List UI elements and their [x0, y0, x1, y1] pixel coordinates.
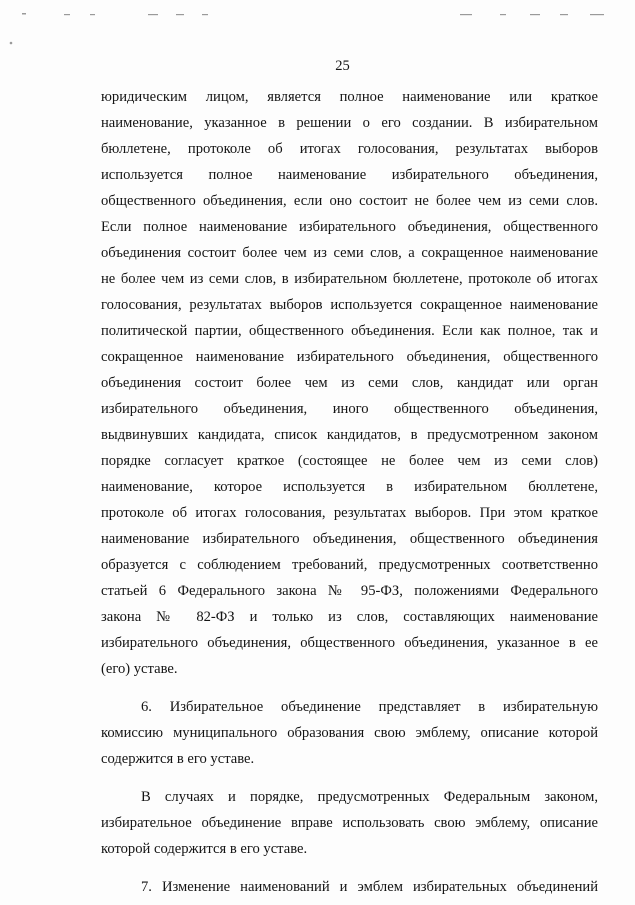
document-body — [101, 84, 598, 900]
paragraph — [101, 874, 598, 900]
text-line: статьей 6 Федерального закона № 95-ФЗ, положениями Федерального — [101, 583, 598, 599]
text-line: закона № 82-ФЗ и только из слов, составляющих наименование — [101, 609, 598, 625]
text-line: которой содержится в его уставе. — [101, 841, 308, 857]
paragraph — [101, 694, 598, 772]
text-line: бюллетене, протоколе об итогах голосования, результатах выборов — [101, 141, 598, 157]
text-line: используется полное наименование избирательного объединения, — [101, 167, 598, 183]
text-line: наименование избирательного объединения, общественного объединения — [101, 531, 598, 547]
text-line: избирательное объединение вправе использовать свою эмблему, описание — [101, 815, 598, 831]
text-line: избирательного объединения, иного общественного объединения, — [101, 401, 598, 417]
text-line: сокращенное наименование избирательного объединения, общественного — [101, 349, 598, 365]
paragraph-gap — [101, 682, 598, 694]
paragraph-gap — [101, 772, 598, 784]
text-line: протоколе об итогах голосования, результатах выборов. При этом краткое — [101, 505, 598, 521]
text-line: Если полное наименование избирательного объединения, общественного — [101, 219, 598, 235]
text-line: наименование, которое используется в избирательном бюллетене, — [101, 479, 598, 495]
text-line: общественного объединения, если оно состоит не более чем из семи слов. — [101, 193, 598, 209]
text-line: (его) уставе. — [101, 661, 178, 677]
text-line: содержится в его уставе. — [101, 751, 255, 767]
text-line: выдвинувших кандидата, список кандидатов, в предусмотренном законом — [101, 427, 598, 443]
text-line: В случаях и порядке, предусмотренных Федеральным законом, — [141, 789, 598, 805]
page-number: 25 — [335, 58, 350, 74]
text-line: юридическим лицом, является полное наименование или краткое — [101, 89, 598, 105]
text-line: не более чем из семи слов, в избирательном бюллетене, протоколе об итогах — [101, 271, 598, 287]
text-line: политической партии, общественного объединения. Если как полное, так и — [101, 323, 598, 339]
text-line: объединения состоит более чем из семи слов, кандидат или орган — [101, 375, 598, 391]
text-line: объединения состоит более чем из семи слов, а сокращенное наименование — [101, 245, 598, 261]
text-line: комиссию муниципального образования свою эмблему, описание которой — [101, 725, 598, 741]
paragraph-gap — [101, 862, 598, 874]
paragraph — [101, 84, 598, 682]
text-line: 6. Избирательное объединение представляет в избирательную — [141, 699, 598, 715]
scan-artifact-marks — [0, 0, 635, 60]
text-line: 7. Изменение наименований и эмблем избирательных объединений — [141, 879, 598, 895]
text-line: голосования, результатах выборов используется сокращенное наименование — [101, 297, 598, 313]
text-line: наименование, указанное в решении о его создании. В избирательном — [101, 115, 598, 131]
text-line: избирательного объединения, общественного объединения, указанное в ее — [101, 635, 598, 651]
text-line: порядке согласует краткое (состоящее не более чем из семи слов) — [101, 453, 598, 469]
text-line: образуется с соблюдением требований, предусмотренных соответственно — [101, 557, 598, 573]
paragraph — [101, 784, 598, 862]
